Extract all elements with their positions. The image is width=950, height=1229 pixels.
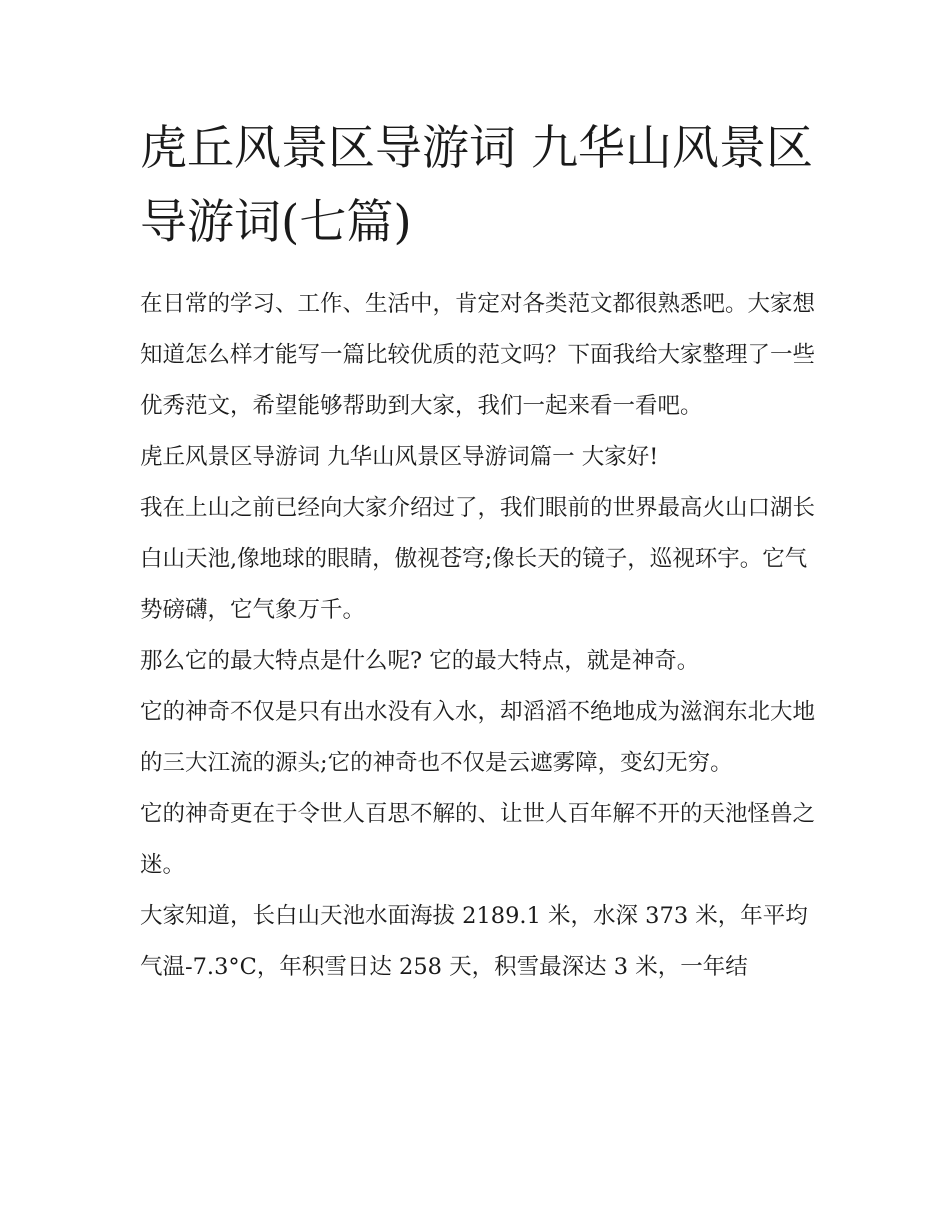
document-title: 虎丘风景区导游词 九华山风景区导游词(七篇) [140, 121, 813, 250]
paragraph-tianchi-facts: 大家知道，长白山天池水面海拔 2189.1 米，水深 373 米，年平均气温-7.3°C，年积雪日达 258 天，积雪最深达 3 米，一年结 [140, 903, 808, 980]
paragraph-tianchi-intro: 我在上山之前已经向大家介绍过了，我们眼前的世界最高火山口湖长白山天池,像地球的眼睛，傲视苍穹;像长天的镜子，巡视环宇。它气势磅礴，它气象万千。 [140, 495, 816, 623]
paragraph-monster-mystery: 它的神奇更在于令世人百思不解的、让世人百年解不开的天池怪兽之迷。 [140, 801, 816, 878]
paragraph-wonder-source: 它的神奇不仅是只有出水没有入水，却滔滔不绝地成为滋润东北大地的三大江流的源头;它的神奇也不仅是云遮雾障，变幻无穷。 [140, 699, 816, 776]
paragraph-intro: 在日常的学习、工作、生活中，肯定对各类范文都很熟悉吧。大家想知道怎么样才能写一篇比较优质的范文吗？下面我给大家整理了一些优秀范文，希望能够帮助到大家，我们一起来看一看吧。 [140, 291, 816, 419]
paragraph-section-heading: 虎丘风景区导游词 九华山风景区导游词篇一 大家好! [140, 444, 659, 470]
paragraph-feature-question: 那么它的最大特点是什么呢? 它的最大特点，就是神奇。 [140, 648, 700, 674]
document-body [140, 279, 820, 993]
